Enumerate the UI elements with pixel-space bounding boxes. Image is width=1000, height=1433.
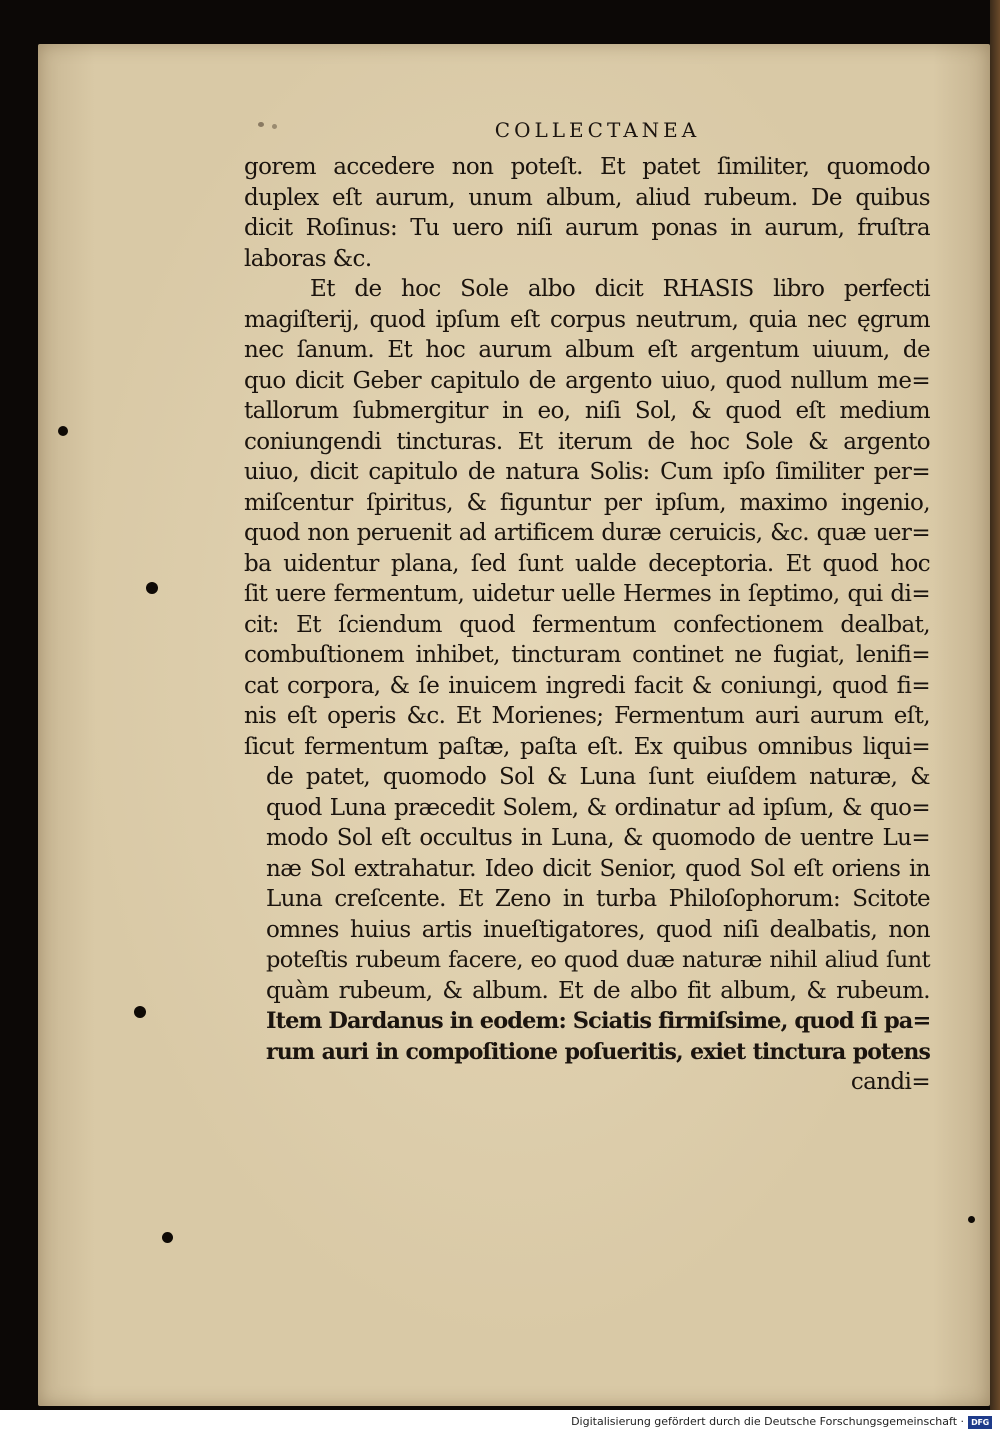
text-line: ſit uere fermentum, uidetur uelle Hermes in ſeptimo, qui di=: [244, 581, 930, 607]
text-line: combuſtionem inhibet, tincturam continet ne fugiat, lenifi=: [244, 642, 930, 668]
body-text: [244, 152, 930, 1098]
text-line: coniungendi tincturas. Et iterum de hoc Sole & argento: [244, 428, 930, 455]
text-line: Item Dardanus in eodem: Sciatis firmiſsime, quod ſi pa=: [266, 1008, 931, 1034]
text-line: Et de hoc Sole albo dicit RHASIS libro perfecti: [310, 276, 930, 302]
text-line: quàm rubeum, & album. Et de albo fit album, & rubeum.: [266, 977, 930, 1004]
text-line: quo dicit Geber capitulo de argento uiuo, quod nullum me=: [244, 367, 930, 394]
text-line: cat corpora, & ſe inuicem ingredi facit & coniungi, quod fi=: [244, 672, 930, 699]
text-line: duplex eſt aurum, unum album, aliud rubeum. De quibus: [244, 184, 930, 211]
text-line: nis eſt operis &c. Et Morienes; Fermentum auri aurum eſt,: [244, 703, 930, 729]
text-line: Luna creſcente. Et Zeno in turba Philoſophorum: Scitote: [266, 886, 930, 912]
running-header: [0, 118, 1000, 142]
text-line: de patet, quomodo Sol & Luna ſunt eiuſdem naturæ, &: [266, 764, 930, 790]
header-title: COLLECTANEA: [494, 118, 701, 142]
text-line: laboras &c.: [244, 245, 372, 272]
scan-edge: [990, 0, 1000, 1410]
text-line: quod Luna præcedit Solem, & ordinatur ad ipſum, & quo=: [266, 794, 930, 821]
margin-dot: [134, 1006, 146, 1018]
text-line: miſcentur ſpiritus, & figuntur per ipſum, maximo ingenio,: [244, 489, 930, 516]
text-line: rum auri in compoſitione poſueritis, exiet tinctura potens: [266, 1038, 930, 1065]
footer-credit: Digitalisierung gefördert durch die Deutsche Forschungsgemeinschaft ·: [571, 1415, 964, 1428]
footer-bar: [0, 1410, 1000, 1433]
text-line: quod non peruenit ad artificem duræ ceruicis, &c. quæ uer=: [244, 520, 930, 546]
text-line: modo Sol eſt occultus in Luna, & quomodo de uentre Lu=: [266, 825, 930, 851]
dfg-logo[interactable]: DFG: [968, 1416, 992, 1429]
text-line: cit: Et ſciendum quod fermentum confectionem dealbat,: [244, 611, 930, 638]
text-line: gorem accedere non poteſt. Et patet ſimiliter, quomodo: [244, 154, 930, 180]
margin-dot: [146, 582, 158, 594]
text-line: uiuo, dicit capitulo de natura Solis: Cum ipſo ſimiliter per=: [244, 459, 930, 485]
text-line: dicit Roſinus: Tu uero niſi aurum ponas in aurum, fruſtra: [244, 215, 930, 241]
text-line: magiſterij, quod ipſum eſt corpus neutrum, quia nec ęgrum: [244, 306, 930, 333]
catchword: candi=: [850, 1069, 930, 1095]
margin-dot: [58, 426, 68, 436]
text-line: næ Sol extrahatur. Ideo dicit Senior, quod Sol eſt oriens in: [266, 855, 930, 882]
text-line: poteſtis rubeum facere, eo quod duæ naturæ nihil aliud ſunt: [266, 947, 930, 973]
text-line: ba uidentur plana, ſed ſunt ualde deceptoria. Et quod hoc: [244, 550, 930, 577]
text-line: tallorum ſubmergitur in eo, niſi Sol, & quod eſt medium: [244, 398, 930, 424]
text-line: nec ſanum. Et hoc aurum album eſt argentum uiuum, de: [244, 337, 930, 363]
text-line: ſicut fermentum paſtæ, paſta eſt. Ex quibus omnibus liqui=: [244, 733, 930, 760]
text-line: omnes huius artis inueſtigatores, quod niſi dealbatis, non: [266, 916, 930, 943]
margin-dot: [968, 1216, 975, 1223]
margin-dot: [162, 1232, 173, 1243]
